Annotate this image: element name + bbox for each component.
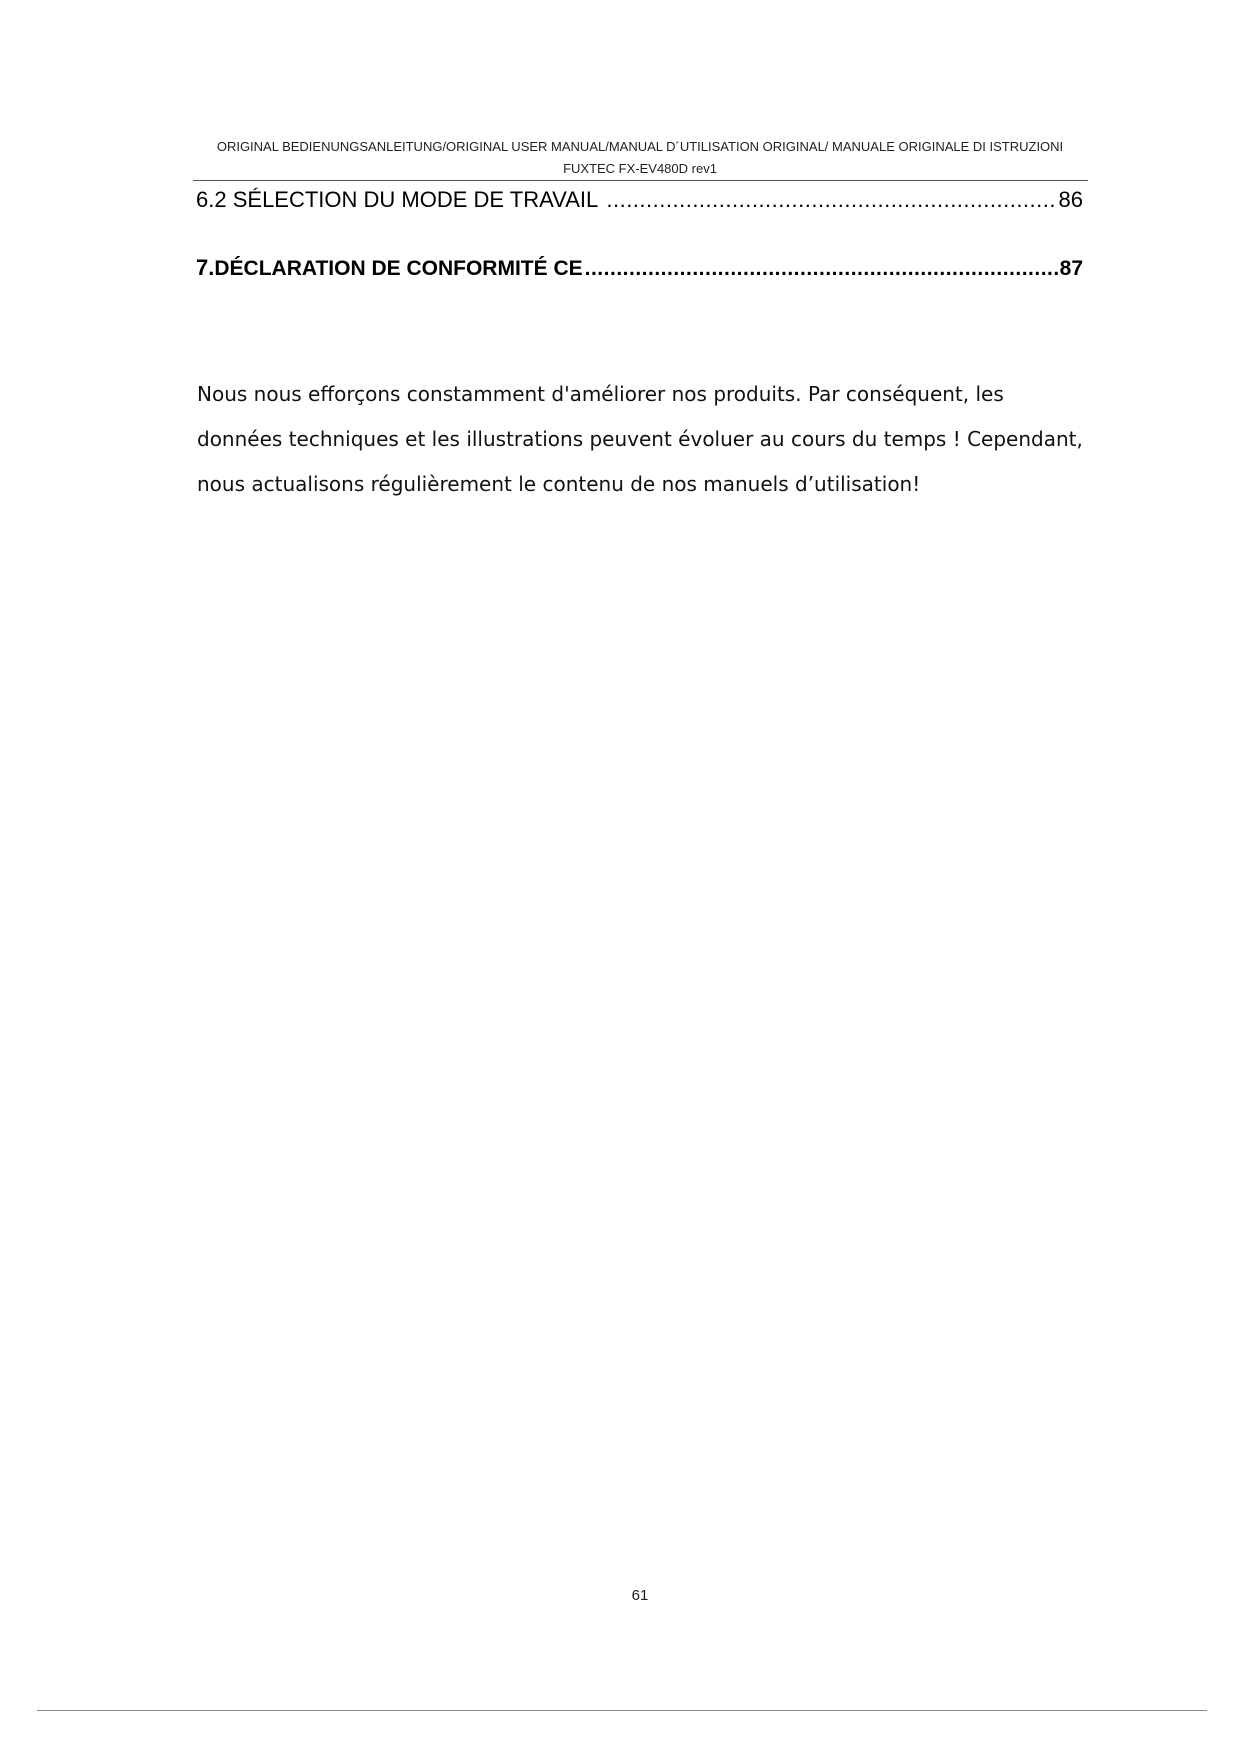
header-manual-titles: ORIGINAL BEDIENUNGSANLEITUNG/ORIGINAL USER MANUAL/MANUAL D´UTILISATION ORIGINAL/ MANUALE ORIGINALE DI ISTRUZIONI bbox=[216, 139, 1064, 154]
running-header bbox=[190, 136, 1090, 180]
notice-line-2: données techniques et les illustrations peuvent évoluer au cours du temps ! Cependant, bbox=[197, 427, 1083, 451]
toc-entry-title: DÉCLARATION DE CONFORMITÉ CE bbox=[214, 257, 583, 280]
page-number: 61 bbox=[631, 1587, 649, 1604]
footer-divider bbox=[37, 1710, 1207, 1711]
notice-line-3: nous actualisons régulièrement le contenu de nos manuels d’utilisation! bbox=[197, 472, 921, 496]
toc-entry-number: 6.2 bbox=[196, 187, 227, 212]
product-improvement-notice bbox=[197, 372, 1097, 507]
toc-entry-7[interactable] bbox=[196, 254, 1083, 283]
notice-line-1: Nous nous efforçons constamment d'améliorer nos produits. Par conséquent, les bbox=[197, 382, 1004, 406]
toc-entry-page: 86 bbox=[1058, 187, 1083, 212]
toc-entry-page: 87 bbox=[1059, 257, 1083, 280]
toc-entry-title: SÉLECTION DU MODE DE TRAVAIL bbox=[232, 187, 599, 212]
header-divider bbox=[193, 180, 1088, 181]
toc-entry-number: 7. bbox=[196, 255, 215, 280]
toc-entry-6-2[interactable] bbox=[196, 186, 1083, 214]
header-model: FUXTEC FX-EV480D rev1 bbox=[563, 161, 717, 176]
toc-dot-leader bbox=[606, 186, 1056, 214]
toc-dot-leader bbox=[585, 255, 1058, 283]
